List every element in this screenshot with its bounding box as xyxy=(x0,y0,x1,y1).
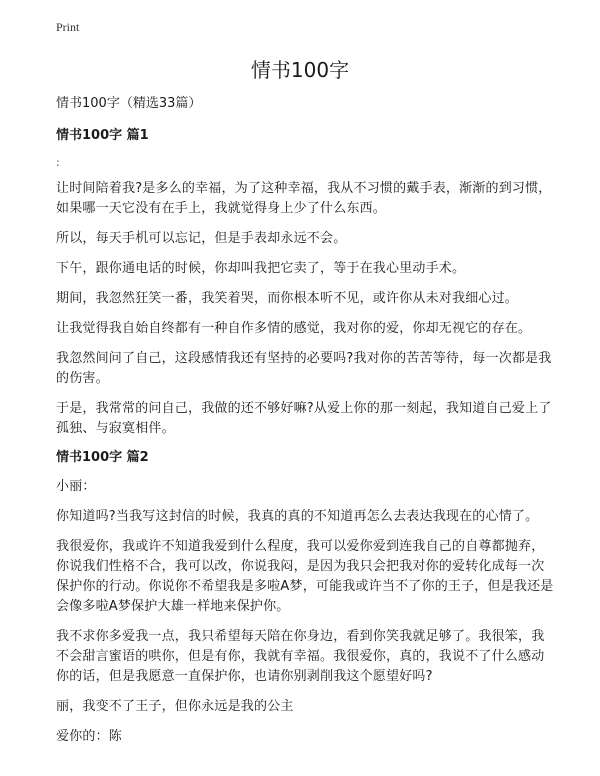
paragraph: 丽，我变不了王子，但你永远是我的公主 xyxy=(56,699,294,714)
print-label: Print xyxy=(56,20,80,34)
paragraph: 让时间陪着我?是多么的幸福，为了这种幸福，我从不习惯的戴手表，渐渐的到习惯，如果哪一天它没有在手上，我就觉得身上少了什么东西。 xyxy=(56,181,552,216)
paragraph: 我很爱你，我或许不知道我爱到什么程度，我可以爱你爱到连我自己的自尊都抛弃，你说我们性格不合，我可以改，你说我闷，是因为我只会把我对你的爱转化成每一次保护你的行动。你说你不希望我是多啦A梦，可能我或许当不了你的王子，但是我还是会像多啦A梦保护大雄一样地来保护你。 xyxy=(56,539,554,614)
paragraph: 期间，我忽然狂笑一番，我笑着哭，而你根本听不见，或许你从未对我细心过。 xyxy=(56,291,519,306)
paragraph: 让我觉得我自始自终都有一种自作多情的感觉，我对你的爱，你却无视它的存在。 xyxy=(56,321,532,336)
document-subtitle: 情书100字（精选33篇） xyxy=(56,96,202,111)
paragraph: 你知道吗?当我写这封信的时候，我真的真的不知道再怎么去表达我现在的心情了。 xyxy=(56,509,539,524)
paragraph: 我忽然间问了自己，这段感情我还有坚持的必要吗?我对你的苦苦等待，每一次都是我的伤害。 xyxy=(56,351,552,386)
paragraph: 下午，跟你通电话的时候，你却叫我把它卖了，等于在我心里动手术。 xyxy=(56,261,466,276)
paragraph: 我不求你多爱我一点，我只希望每天陪在你身边，看到你笑我就足够了。我很笨，我不会甜言蜜语的哄你，但是有你，我就有幸福。我很爱你，真的，我说不了什么感动你的话，但是我愿意一直保护你，也请你别剥削我这个愿望好吗? xyxy=(56,629,545,684)
paragraph: 所以，每天手机可以忘记，但是手表却永远不会。 xyxy=(56,231,347,246)
signature: 爱你的：陈 xyxy=(56,729,123,744)
section-heading: 情书100字 篇2 xyxy=(56,450,149,465)
section-2 xyxy=(56,449,556,747)
salutation: 小丽： xyxy=(56,479,96,494)
paragraph: 于是，我常常的问自己，我做的还不够好嘛?从爱上你的那一刻起，我知道自己爱上了孤独、与寂寞相伴。 xyxy=(56,401,552,436)
document-body xyxy=(56,95,556,757)
page-title: 情书100字 xyxy=(250,58,350,82)
section-1 xyxy=(56,127,556,439)
section-marker: : xyxy=(56,156,60,169)
section-heading: 情书100字 篇1 xyxy=(56,128,149,143)
